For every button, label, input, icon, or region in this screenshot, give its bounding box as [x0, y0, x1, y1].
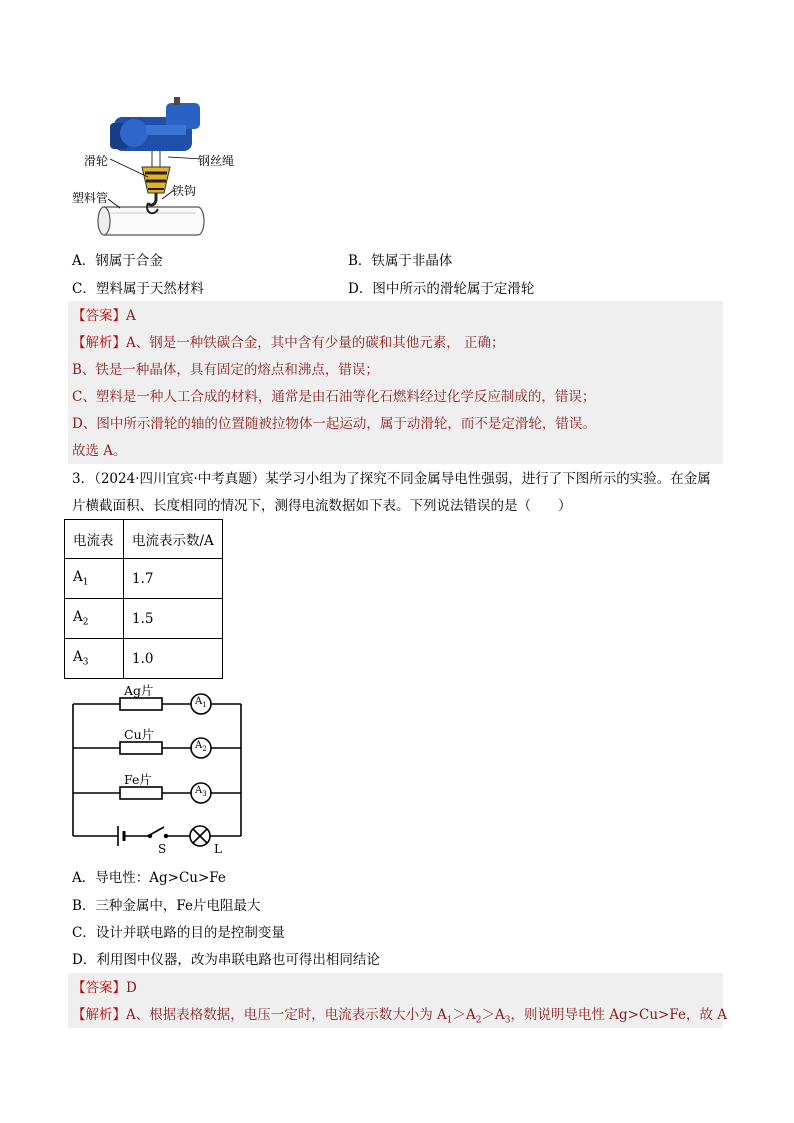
fe-label: Fe片: [124, 772, 152, 787]
plastic-pipe-label: 塑料管: [72, 191, 109, 205]
table-header-cell: 电流表示数/A: [124, 520, 223, 559]
table-cell-meter: $A_1$: [65, 559, 124, 599]
pulley-label: 滑轮: [84, 154, 109, 168]
table-row: [65, 599, 223, 639]
cu-label: Cu片: [124, 727, 155, 742]
table-row: [65, 559, 223, 599]
q2-analysis-line-1: 【解析】A、钢是一种铁碳合金，其中含有少量的碳和其他元素， 正确；: [72, 335, 505, 351]
q2-analysis-line-2: B、铁是一种晶体，具有固定的熔点和沸点，错误；: [72, 362, 379, 378]
ammeter-3-label: $A_3$: [195, 785, 207, 798]
q3-stem-line-2: 片横截面积、长度相同的情况下，测得电流数据如下表。下列说法错误的是（ ）: [72, 498, 572, 514]
q2-option-a: A．钢属于合金: [72, 253, 163, 269]
ammeter-2-label: $A_2$: [195, 740, 207, 753]
q2-answer: 【答案】A: [72, 308, 136, 324]
table-cell-meter: $A_3$: [65, 639, 124, 679]
table-cell-value: 1.0: [124, 639, 223, 679]
ag-label: Ag片: [124, 683, 154, 698]
q2-option-b: B．铁属于非晶体: [348, 253, 453, 269]
q3-option-c: C．设计并联电路的目的是控制变量: [72, 925, 285, 941]
table-cell-meter: $A_2$: [65, 599, 124, 639]
q3-answer: 【答案】D: [72, 980, 137, 996]
circuit-diagram: [66, 678, 256, 858]
table-header-row: [65, 520, 223, 559]
switch-label: S: [158, 842, 167, 856]
table-cell-value: 1.5: [124, 599, 223, 639]
q3-stem-line-1: 3．（2024·四川宜宾·中考真题）某学习小组为了探究不同金属导电性强弱，进行了下图所示的实验。在金属: [72, 471, 711, 487]
q3-analysis-line-1: 【解析】A、根据表格数据，电压一定时，电流表示数大小为 $A_1>A_2>A_3$，则说明导电性 Ag>Cu>Fe，故 A: [72, 1007, 727, 1026]
q2-option-d: D．图中所示的滑轮属于定滑轮: [348, 281, 535, 297]
lamp-label: L: [214, 842, 222, 856]
hook-label: 铁钩: [172, 184, 197, 198]
q2-analysis-line-4: D、图中所示滑轮的轴的位置随被拉物体一起运动，属于动滑轮，而不是定滑轮，错误。: [72, 416, 596, 432]
q2-conclusion: 故选 A。: [72, 443, 127, 459]
q2-analysis-line-3: C、塑料是一种人工合成的材料，通常是由石油等化石燃料经过化学反应制成的，错误；: [72, 389, 596, 405]
current-table: [64, 519, 223, 679]
q2-answer-block: [68, 301, 723, 464]
wire-rope-label: 钢丝绳: [198, 154, 235, 168]
q3-option-d: D．利用图中仪器，改为串联电路也可得出相同结论: [72, 952, 380, 968]
table-cell-value: 1.7: [124, 559, 223, 599]
q3-option-a: A．导电性：Ag>Cu>Fe: [72, 870, 226, 886]
q2-option-c: C．塑料属于天然材料: [72, 281, 204, 297]
table-header-cell: 电流表: [65, 520, 124, 559]
ammeter-1-label: $A_1$: [195, 696, 207, 709]
table-row: [65, 639, 223, 679]
q3-option-b: B．三种金属中，Fe片电阻最大: [72, 898, 261, 914]
